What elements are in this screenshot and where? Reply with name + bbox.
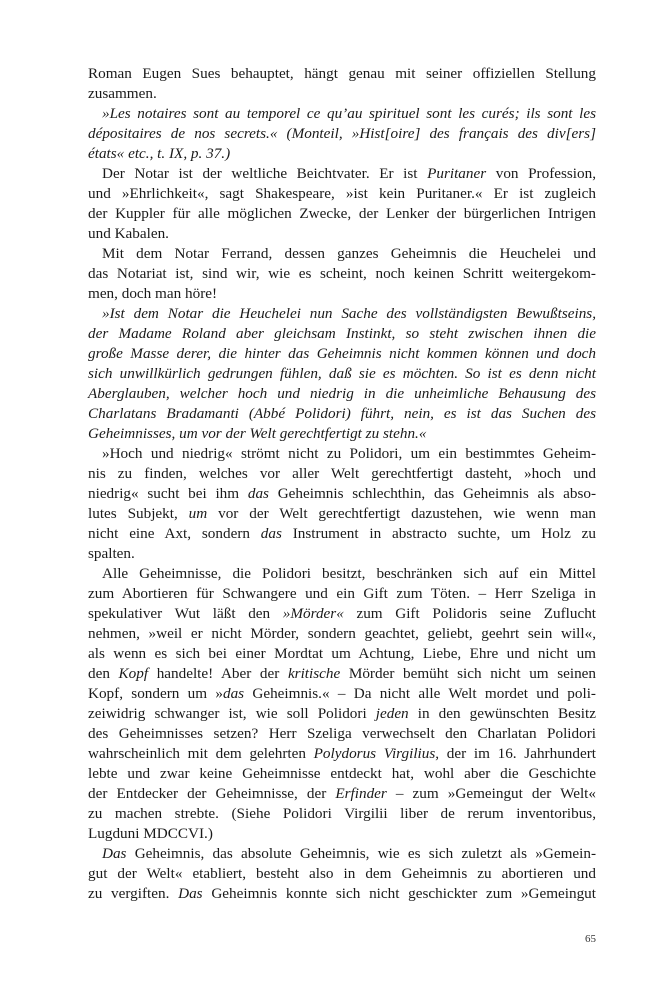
- text-run: Geheimnis schlechthin, das Geheimnis als abso-: [268, 485, 597, 502]
- text-run: und »Ehrlichkeit«, sagt Shakespeare, »ist kein Puritaner.« Er ist zugleich: [88, 185, 596, 202]
- text-run: zum Gift Polidoris seine Zuflucht: [343, 605, 597, 622]
- text-line: [88, 884, 596, 904]
- text-line: [88, 104, 596, 124]
- text-run: des Geheimnisses setzen? Herr Szeliga verwechselt den Charlatan Polidori: [88, 725, 596, 742]
- text-run: gut der Welt« etabliert, besteht also in dem Geheimnis zu abortieren und: [88, 865, 596, 882]
- text-run: »Hoch und niedrig« strömt nicht zu Polidori, um ein bestimmtes Geheim-: [102, 445, 596, 462]
- text-line: [88, 784, 596, 804]
- text-run: wahrscheinlich mit dem gelehrten: [88, 745, 314, 762]
- text-run: und Kabalen.: [88, 225, 169, 242]
- text-line: [88, 544, 596, 564]
- text-run: Geheimnis konnte sich nicht geschickter zum »Gemeingut: [202, 885, 596, 902]
- text-run: zum Abortieren für Schwangere und ein Gift zum Töten. – Herr Szeliga in: [88, 585, 596, 602]
- text-line: [88, 424, 596, 444]
- text-line: [88, 524, 596, 544]
- text-line: [88, 144, 596, 164]
- text-run: Geheimnis, das absolute Geheimnis, wie es sich zuletzt als »Gemein-: [126, 845, 596, 862]
- italic-text-run: Das: [102, 845, 127, 862]
- text-run: zu machen strebte. (Siehe Polidori Virgilii liber de rerum inventoribus,: [88, 805, 596, 822]
- text-line: [88, 304, 596, 324]
- italic-text-run: jeden: [375, 705, 409, 722]
- text-run: das Notariat ist, sind wir, wie es scheint, noch keinen Schritt weitergekom-: [88, 265, 596, 282]
- text-line: [88, 224, 596, 244]
- italic-text-run: das: [247, 485, 269, 502]
- text-run: , der im 16. Jahrhundert: [435, 745, 597, 762]
- italic-text-run: das: [222, 685, 245, 702]
- text-line: [88, 624, 596, 644]
- text-run: der Entdecker der Geheimnisse, der: [88, 785, 336, 802]
- text-line: [88, 444, 596, 464]
- text-run: zu vergiften.: [88, 885, 179, 902]
- text-line: [88, 344, 596, 364]
- text-run: nehmen, »weil er nicht Mörder, sondern geachtet, geliebt, geehrt sein will«,: [88, 625, 596, 642]
- italic-text-run: große Masse derer, die hinter das Geheimnis nicht kommen können und doch: [88, 345, 596, 362]
- italic-text-run: um: [188, 505, 208, 522]
- text-run: Roman Eugen Sues behauptet, hängt genau mit seiner offiziellen Stellung: [88, 65, 596, 82]
- text-run: Geheimnis.« – Da nicht alle Welt mordet und poli-: [244, 685, 596, 702]
- text-line: [88, 724, 596, 744]
- text-line: [88, 604, 596, 624]
- italic-text-run: »Ist dem Notar die Heuchelei nun Sache des vollständigsten Bewußtseins,: [102, 305, 596, 322]
- text-run: Instrument in abstracto suchte, um Holz zu: [281, 525, 596, 542]
- text-run: spekulativer Wut läßt den: [88, 605, 283, 622]
- italic-text-run: Charlatans Bradamanti (Abbé Polidori) führt, nein, es ist das Suchen des: [88, 405, 596, 422]
- text-line: [88, 584, 596, 604]
- text-run: in den gewünschten Besitz: [408, 705, 596, 722]
- text-line: [88, 864, 596, 884]
- text-run: Mit dem Notar Ferrand, dessen ganzes Geheimnis die Heuchelei und: [102, 245, 596, 262]
- italic-text-run: kritische: [287, 665, 341, 682]
- italic-text-run: Puritaner: [427, 165, 487, 182]
- text-run: Der Notar ist der weltliche Beichtvater. Er ist: [102, 165, 428, 182]
- text-line: [88, 804, 596, 824]
- text-line: [88, 124, 596, 144]
- text-run: den: [88, 665, 119, 682]
- text-run: zusammen.: [88, 85, 157, 102]
- text-line: [88, 564, 596, 584]
- text-run: Kopf, sondern um »: [88, 685, 223, 702]
- italic-text-run: Geheimnisses, um vor der Welt gerechtfertigt zu stehn.«: [88, 425, 427, 442]
- text-line: [88, 464, 596, 484]
- italic-text-run: Das: [178, 885, 203, 902]
- text-line: [88, 84, 596, 104]
- text-line: [88, 64, 596, 84]
- text-line: [88, 844, 596, 864]
- text-run: als wenn es sich bei einer Mordtat um Achtung, Liebe, Ehre und nicht um: [88, 645, 596, 662]
- text-line: [88, 684, 596, 704]
- text-run: zeiwidrig schwanger ist, wie soll Polidori: [88, 705, 376, 722]
- text-line: [88, 824, 596, 844]
- text-body: [88, 64, 596, 904]
- text-line: [88, 164, 596, 184]
- text-line: [88, 384, 596, 404]
- italic-text-run: Kopf: [118, 665, 149, 682]
- text-run: niedrig« sucht bei ihm: [88, 485, 248, 502]
- italic-text-run: états« etc., t. IX, p. 37.): [88, 145, 231, 162]
- italic-text-run: der Madame Roland aber gleichsam Instinkt, so steht zwischen ihnen die: [88, 325, 596, 342]
- text-run: men, doch man höre!: [88, 285, 218, 302]
- text-line: [88, 284, 596, 304]
- text-run: lebte und zwar keine Geheimnisse entdeckt hat, wohl aber die Geschichte: [88, 765, 596, 782]
- text-run: nis zu finden, welches vor aller Welt gerechtfertigt dasteht, »hoch und: [88, 465, 596, 482]
- text-run: vor der Welt gerechtfertigt dazustehen, wie wenn man: [207, 505, 597, 522]
- italic-text-run: »Les notaires sont au temporel ce qu’au spirituel sont les curés; ils sont les: [102, 105, 596, 122]
- text-line: [88, 184, 596, 204]
- text-line: [88, 704, 596, 724]
- text-run: – zum »Gemeingut der Welt«: [386, 785, 596, 802]
- text-line: [88, 324, 596, 344]
- text-line: [88, 364, 596, 384]
- italic-text-run: Polydorus Virgilius: [313, 745, 436, 762]
- text-run: der Kuppler für alle möglichen Zwecke, der Lenker der bürgerlichen Intrigen: [88, 205, 596, 222]
- text-run: Lugduni MDCCVI.): [88, 825, 213, 842]
- text-run: Mörder bemüht sich nicht um seinen: [340, 665, 596, 682]
- text-line: [88, 404, 596, 424]
- text-line: [88, 484, 596, 504]
- text-line: [88, 504, 596, 524]
- italic-text-run: Aberglauben, welcher hoch und niedrig in die unheimliche Behausung des: [88, 385, 596, 402]
- text-run: nicht eine Axt, sondern: [88, 525, 261, 542]
- italic-text-run: dépositaires de nos secrets.« (Monteil, »Hist[oire] des français des div[ers]: [88, 125, 596, 142]
- text-line: [88, 204, 596, 224]
- text-line: [88, 644, 596, 664]
- text-line: [88, 664, 596, 684]
- page-number: 65: [585, 933, 596, 945]
- text-run: Alle Geheimnisse, die Polidori besitzt, beschränken sich auf ein Mittel: [102, 565, 596, 582]
- text-line: [88, 244, 596, 264]
- text-run: handelte! Aber der: [148, 665, 288, 682]
- text-run: lutes Subjekt,: [88, 505, 189, 522]
- italic-text-run: sich unwillkürlich gedrungen fühlen, daß sie es möchten. So ist es denn nicht: [88, 365, 596, 382]
- italic-text-run: »Mörder«: [282, 605, 344, 622]
- text-line: [88, 744, 596, 764]
- text-line: [88, 264, 596, 284]
- text-run: von Profession,: [486, 165, 597, 182]
- italic-text-run: das: [260, 525, 282, 542]
- italic-text-run: Erfinder: [335, 785, 387, 802]
- text-run: spalten.: [88, 545, 135, 562]
- text-line: [88, 764, 596, 784]
